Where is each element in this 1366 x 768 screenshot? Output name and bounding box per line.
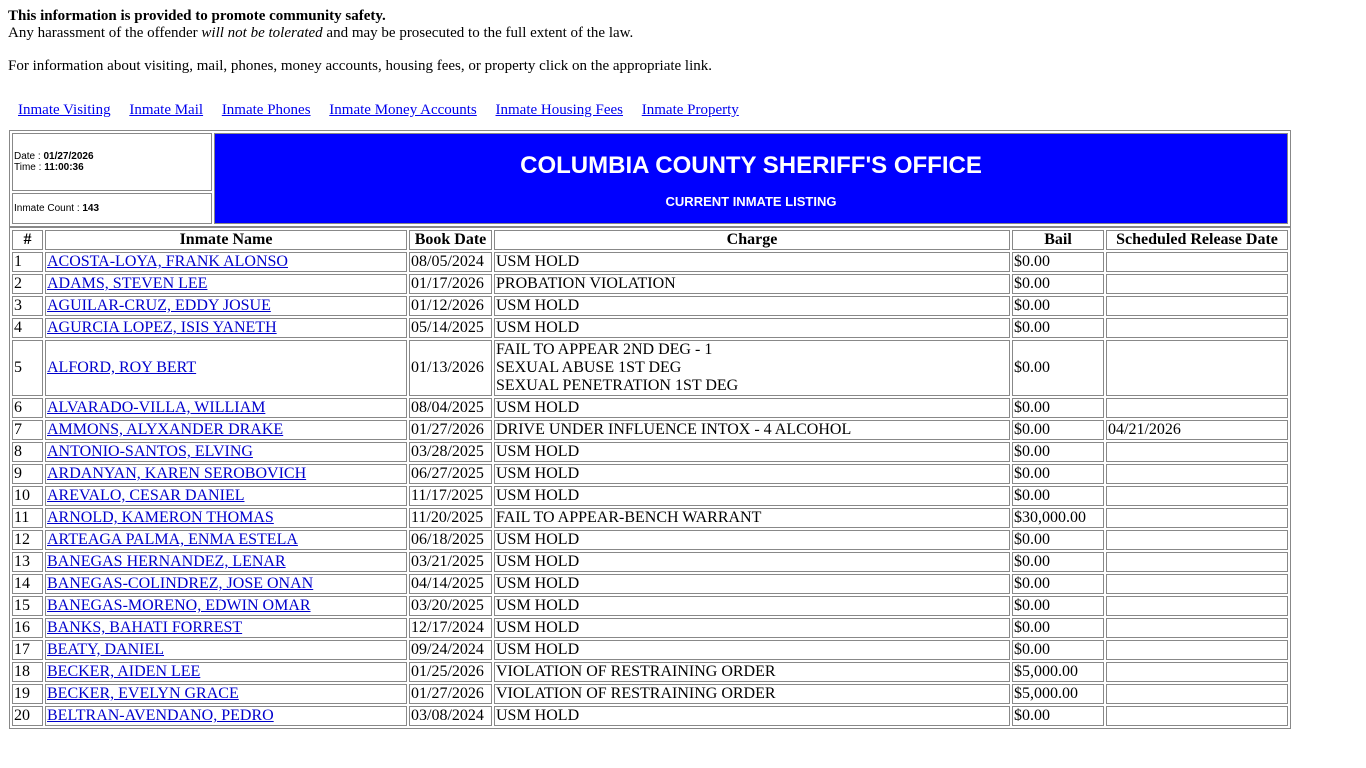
- page-subtitle: CURRENT INMATE LISTING: [665, 194, 837, 209]
- charge-cell: [494, 662, 1010, 682]
- charge-cell: [494, 530, 1010, 550]
- table-row: [12, 684, 1288, 704]
- book-date: 09/24/2024: [409, 640, 492, 660]
- link-inmate-visiting[interactable]: Inmate Visiting: [18, 102, 111, 118]
- inmate-name-cell: [45, 508, 407, 528]
- charge-line: USM HOLD: [496, 443, 580, 460]
- link-inmate-phones[interactable]: Inmate Phones: [221, 102, 311, 118]
- table-row: [12, 530, 1288, 550]
- release-date: [1106, 252, 1288, 272]
- row-number: 12: [12, 530, 43, 550]
- bail: $0.00: [1012, 252, 1104, 272]
- table-row: [12, 340, 1288, 396]
- charge-cell: [494, 486, 1010, 506]
- inmate-table: [9, 227, 1291, 729]
- inmate-name-cell: [45, 442, 407, 462]
- table-row: [12, 662, 1288, 682]
- table-row: [12, 398, 1288, 418]
- bail: $0.00: [1012, 486, 1104, 506]
- info-links: [18, 102, 1358, 119]
- inmate-name-link[interactable]: ADAMS, STEVEN LEE: [47, 275, 208, 292]
- inmate-name-link[interactable]: BANKS, BAHATI FORREST: [47, 619, 243, 636]
- inmate-name-cell: [45, 662, 407, 682]
- inmate-name-cell: [45, 464, 407, 484]
- book-date: 03/20/2025: [409, 596, 492, 616]
- row-number: 3: [12, 296, 43, 316]
- table-row: [12, 618, 1288, 638]
- charge-line: SEXUAL PENETRATION 1ST DEG: [496, 377, 739, 394]
- release-date: [1106, 706, 1288, 726]
- book-date: 01/12/2026: [409, 296, 492, 316]
- charge-line: USM HOLD: [496, 575, 580, 592]
- inmate-name-cell: [45, 318, 407, 338]
- row-number: 16: [12, 618, 43, 638]
- book-date: 06/27/2025: [409, 464, 492, 484]
- col-bail: Bail: [1012, 230, 1104, 250]
- inmate-name-link[interactable]: ACOSTA-LOYA, FRANK ALONSO: [47, 253, 288, 270]
- table-row: [12, 420, 1288, 440]
- charge-cell: [494, 640, 1010, 660]
- inmate-name-link[interactable]: BANEGAS-COLINDREZ, JOSE ONAN: [47, 575, 314, 592]
- inmate-name-cell: [45, 274, 407, 294]
- page-title: COLUMBIA COUNTY SHERIFF'S OFFICE: [520, 152, 982, 179]
- inmate-name-link[interactable]: BANEGAS-MORENO, EDWIN OMAR: [47, 597, 311, 614]
- row-number: 13: [12, 552, 43, 572]
- bail: $0.00: [1012, 340, 1104, 396]
- row-number: 14: [12, 574, 43, 594]
- row-number: 9: [12, 464, 43, 484]
- title-banner: [214, 133, 1288, 224]
- inmate-name-link[interactable]: BEATY, DANIEL: [47, 641, 165, 658]
- release-date: [1106, 318, 1288, 338]
- release-date: [1106, 640, 1288, 660]
- bail: $0.00: [1012, 442, 1104, 462]
- table-row: [12, 640, 1288, 660]
- book-date: 12/17/2024: [409, 618, 492, 638]
- notice-text: Any harassment of the offender will not be tolerated and may be prosecuted to the full extent of the law.: [8, 25, 634, 41]
- inmate-name-link[interactable]: ALFORD, ROY BERT: [47, 359, 197, 376]
- bail: $0.00: [1012, 640, 1104, 660]
- inmate-name-link[interactable]: ARDANYAN, KAREN SEROBOVICH: [47, 465, 307, 482]
- release-date: [1106, 552, 1288, 572]
- table-row: [12, 552, 1288, 572]
- inmate-name-cell: [45, 420, 407, 440]
- inmate-name-link[interactable]: BECKER, AIDEN LEE: [47, 663, 201, 680]
- book-date: 05/14/2025: [409, 318, 492, 338]
- charge-line: FAIL TO APPEAR-BENCH WARRANT: [496, 509, 762, 526]
- table-row: [12, 706, 1288, 726]
- charge-line: USM HOLD: [496, 465, 580, 482]
- row-number: 15: [12, 596, 43, 616]
- charge-cell: [494, 464, 1010, 484]
- table-row: [12, 596, 1288, 616]
- charge-line: USM HOLD: [496, 399, 580, 416]
- inmate-name-cell: [45, 398, 407, 418]
- inmate-name-link[interactable]: AGUILAR-CRUZ, EDDY JOSUE: [47, 297, 271, 314]
- date-line: Date : 01/27/2026: [14, 151, 94, 162]
- release-date: [1106, 530, 1288, 550]
- charge-line: USM HOLD: [496, 487, 580, 504]
- book-date: 06/18/2025: [409, 530, 492, 550]
- row-number: 1: [12, 252, 43, 272]
- bail: $0.00: [1012, 464, 1104, 484]
- release-date: [1106, 508, 1288, 528]
- table-row: [12, 508, 1288, 528]
- info-text: For information about visiting, mail, phones, money accounts, housing fees, or property click on the appropriate link.: [8, 58, 713, 74]
- inmate-name-link[interactable]: AMMONS, ALYXANDER DRAKE: [47, 421, 284, 438]
- charge-cell: [494, 442, 1010, 462]
- date-time-cell: [12, 133, 212, 191]
- charge-cell: [494, 574, 1010, 594]
- bail: $0.00: [1012, 274, 1104, 294]
- charge-line: VIOLATION OF RESTRAINING ORDER: [496, 685, 776, 702]
- release-date: [1106, 398, 1288, 418]
- book-date: 01/25/2026: [409, 662, 492, 682]
- notice-bold: This information is provided to promote community safety.: [8, 8, 386, 24]
- release-date: [1106, 464, 1288, 484]
- book-date: 11/20/2025: [409, 508, 492, 528]
- charge-cell: [494, 706, 1010, 726]
- charge-cell: [494, 684, 1010, 704]
- bail: $0.00: [1012, 596, 1104, 616]
- bail: $0.00: [1012, 318, 1104, 338]
- row-number: 18: [12, 662, 43, 682]
- charge-cell: [494, 252, 1010, 272]
- charge-cell: [494, 618, 1010, 638]
- charge-cell: [494, 596, 1010, 616]
- col-charge: Charge: [494, 230, 1010, 250]
- release-date: [1106, 618, 1288, 638]
- charge-cell: [494, 508, 1010, 528]
- charge-cell: [494, 318, 1010, 338]
- release-date: [1106, 574, 1288, 594]
- charge-line: DRIVE UNDER INFLUENCE INTOX - 4 ALCOHOL: [496, 421, 852, 438]
- book-date: 03/28/2025: [409, 442, 492, 462]
- link-inmate-money-accounts[interactable]: Inmate Money Accounts: [329, 102, 477, 118]
- book-date: 11/17/2025: [409, 486, 492, 506]
- table-row: [12, 252, 1288, 272]
- table-row: [12, 486, 1288, 506]
- table-row: [12, 574, 1288, 594]
- book-date: 01/27/2026: [409, 684, 492, 704]
- charge-cell: [494, 420, 1010, 440]
- row-number: 20: [12, 706, 43, 726]
- bail: $30,000.00: [1012, 508, 1104, 528]
- inmate-name-cell: [45, 684, 407, 704]
- time-line: Time : 11:00:36: [14, 162, 84, 173]
- charge-cell: [494, 398, 1010, 418]
- inmate-name-cell: [45, 252, 407, 272]
- inmate-name-cell: [45, 574, 407, 594]
- row-number: 4: [12, 318, 43, 338]
- bail: $5,000.00: [1012, 662, 1104, 682]
- charge-line: FAIL TO APPEAR 2ND DEG - 1: [496, 341, 713, 358]
- link-inmate-property[interactable]: Inmate Property: [641, 102, 739, 118]
- release-date: [1106, 274, 1288, 294]
- row-number: 19: [12, 684, 43, 704]
- book-date: 01/13/2026: [409, 340, 492, 396]
- bail: $0.00: [1012, 420, 1104, 440]
- book-date: 03/21/2025: [409, 552, 492, 572]
- book-date: 01/27/2026: [409, 420, 492, 440]
- inmate-name-cell: [45, 552, 407, 572]
- charge-line: USM HOLD: [496, 553, 580, 570]
- inmate-name-cell: [45, 640, 407, 660]
- book-date: 03/08/2024: [409, 706, 492, 726]
- inmate-name-link[interactable]: BELTRAN-AVENDANO, PEDRO: [47, 707, 274, 724]
- release-date: [1106, 596, 1288, 616]
- row-number: 8: [12, 442, 43, 462]
- row-number: 7: [12, 420, 43, 440]
- charge-cell: [494, 296, 1010, 316]
- header-table: [9, 130, 1291, 227]
- charge-line: USM HOLD: [496, 707, 580, 724]
- inmate-name-link[interactable]: AGURCIA LOPEZ, ISIS YANETH: [47, 319, 277, 336]
- release-date: [1106, 296, 1288, 316]
- bail: $5,000.00: [1012, 684, 1104, 704]
- book-date: 04/14/2025: [409, 574, 492, 594]
- bail: $0.00: [1012, 574, 1104, 594]
- release-date: 04/21/2026: [1106, 420, 1288, 440]
- row-number: 5: [12, 340, 43, 396]
- row-number: 17: [12, 640, 43, 660]
- table-row: [12, 296, 1288, 316]
- table-row: [12, 274, 1288, 294]
- release-date: [1106, 486, 1288, 506]
- release-date: [1106, 340, 1288, 396]
- charge-cell: [494, 274, 1010, 294]
- bail: $0.00: [1012, 530, 1104, 550]
- inmate-name-link[interactable]: BANEGAS HERNANDEZ, LENAR: [47, 553, 286, 570]
- inmate-count-cell: Inmate Count : 143: [12, 193, 212, 224]
- charge-line: USM HOLD: [496, 597, 580, 614]
- col-number: #: [12, 230, 43, 250]
- link-inmate-housing-fees[interactable]: Inmate Housing Fees: [495, 102, 623, 118]
- bail: $0.00: [1012, 398, 1104, 418]
- charge-line: USM HOLD: [496, 531, 580, 548]
- table-row: [12, 442, 1288, 462]
- bail: $0.00: [1012, 618, 1104, 638]
- charge-line: PROBATION VIOLATION: [496, 275, 676, 292]
- inmate-name-cell: [45, 486, 407, 506]
- inmate-name-cell: [45, 706, 407, 726]
- charge-line: USM HOLD: [496, 297, 580, 314]
- inmate-name-link[interactable]: ANTONIO-SANTOS, ELVING: [47, 443, 253, 460]
- inmate-name-link[interactable]: AREVALO, CESAR DANIEL: [47, 487, 245, 504]
- book-date: 01/17/2026: [409, 274, 492, 294]
- table-row: [12, 318, 1288, 338]
- book-date: 08/04/2025: [409, 398, 492, 418]
- row-number: 6: [12, 398, 43, 418]
- col-book-date: Book Date: [409, 230, 492, 250]
- row-number: 11: [12, 508, 43, 528]
- charge-cell: [494, 552, 1010, 572]
- inmate-name-cell: [45, 618, 407, 638]
- bail: $0.00: [1012, 552, 1104, 572]
- charge-line: USM HOLD: [496, 641, 580, 658]
- release-date: [1106, 684, 1288, 704]
- release-date: [1106, 442, 1288, 462]
- link-inmate-mail[interactable]: Inmate Mail: [129, 102, 204, 118]
- charge-line: USM HOLD: [496, 619, 580, 636]
- inmate-name-link[interactable]: ARNOLD, KAMERON THOMAS: [47, 509, 274, 526]
- charge-line: USM HOLD: [496, 319, 580, 336]
- row-number: 10: [12, 486, 43, 506]
- charge-line: SEXUAL ABUSE 1ST DEG: [496, 359, 682, 376]
- release-date: [1106, 662, 1288, 682]
- inmate-name-link[interactable]: ARTEAGA PALMA, ENMA ESTELA: [47, 531, 298, 548]
- charge-line: USM HOLD: [496, 253, 580, 270]
- charge-line: VIOLATION OF RESTRAINING ORDER: [496, 663, 776, 680]
- inmate-name-cell: [45, 340, 407, 396]
- inmate-name-cell: [45, 596, 407, 616]
- inmate-name-cell: [45, 530, 407, 550]
- table-row: [12, 464, 1288, 484]
- col-release-date: Scheduled Release Date: [1106, 230, 1288, 250]
- book-date: 08/05/2024: [409, 252, 492, 272]
- charge-cell: [494, 340, 1010, 396]
- bail: $0.00: [1012, 296, 1104, 316]
- inmate-name-cell: [45, 296, 407, 316]
- bail: $0.00: [1012, 706, 1104, 726]
- inmate-name-link[interactable]: BECKER, EVELYN GRACE: [47, 685, 239, 702]
- row-number: 2: [12, 274, 43, 294]
- inmate-name-link[interactable]: ALVARADO-VILLA, WILLIAM: [47, 399, 266, 416]
- col-inmate-name: Inmate Name: [45, 230, 407, 250]
